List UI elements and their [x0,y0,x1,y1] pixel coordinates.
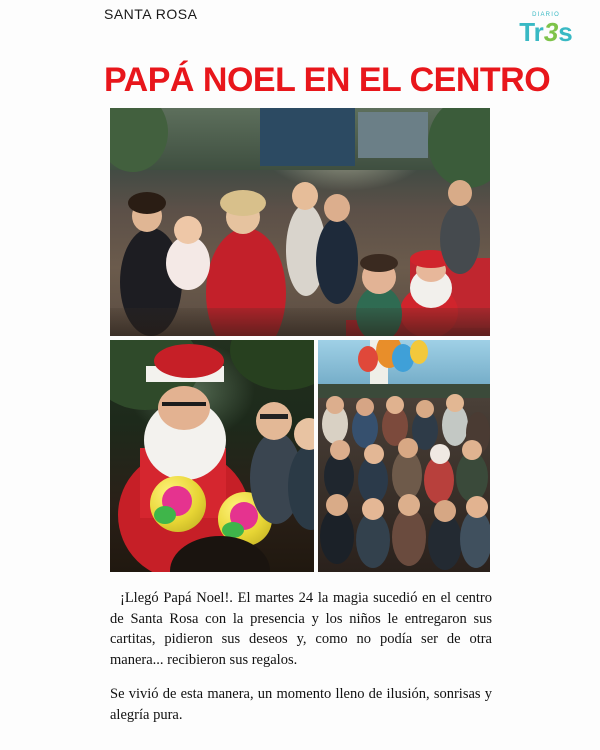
logo-wordmark [510,19,582,45]
diario-tr3s-logo [510,12,582,58]
page-title: PAPÁ NOEL EN EL CENTRO [104,60,551,99]
section-kicker: SANTA ROSA [104,6,198,22]
photo-crowd-at-plaza [318,340,490,572]
photo-scene [110,340,314,572]
logo-s: s [558,17,573,47]
photo-scene [110,108,490,336]
logo-top-label: DIARIO [532,12,560,18]
photo-santa-with-children-bench [110,108,490,336]
photo-scene [318,340,490,572]
article-body [110,588,492,739]
photo-santa-holding-balls [110,340,314,572]
article-paragraph: Se vivió de esta manera, un momento lleno de ilusión, sonrisas y alegría pura. [110,686,492,723]
article-paragraph: ¡Llegó Papá Noel!. El martes 24 la magia sucedió en el centro de Santa Rosa con la presencia y los niños le entregaron sus cartitas, pidieron sus deseos y, como no podía ser de otra manera... recibieron sus regalos. [110,590,492,668]
logo-three: 3 [543,17,559,47]
logo-tr: Tr [519,17,544,47]
